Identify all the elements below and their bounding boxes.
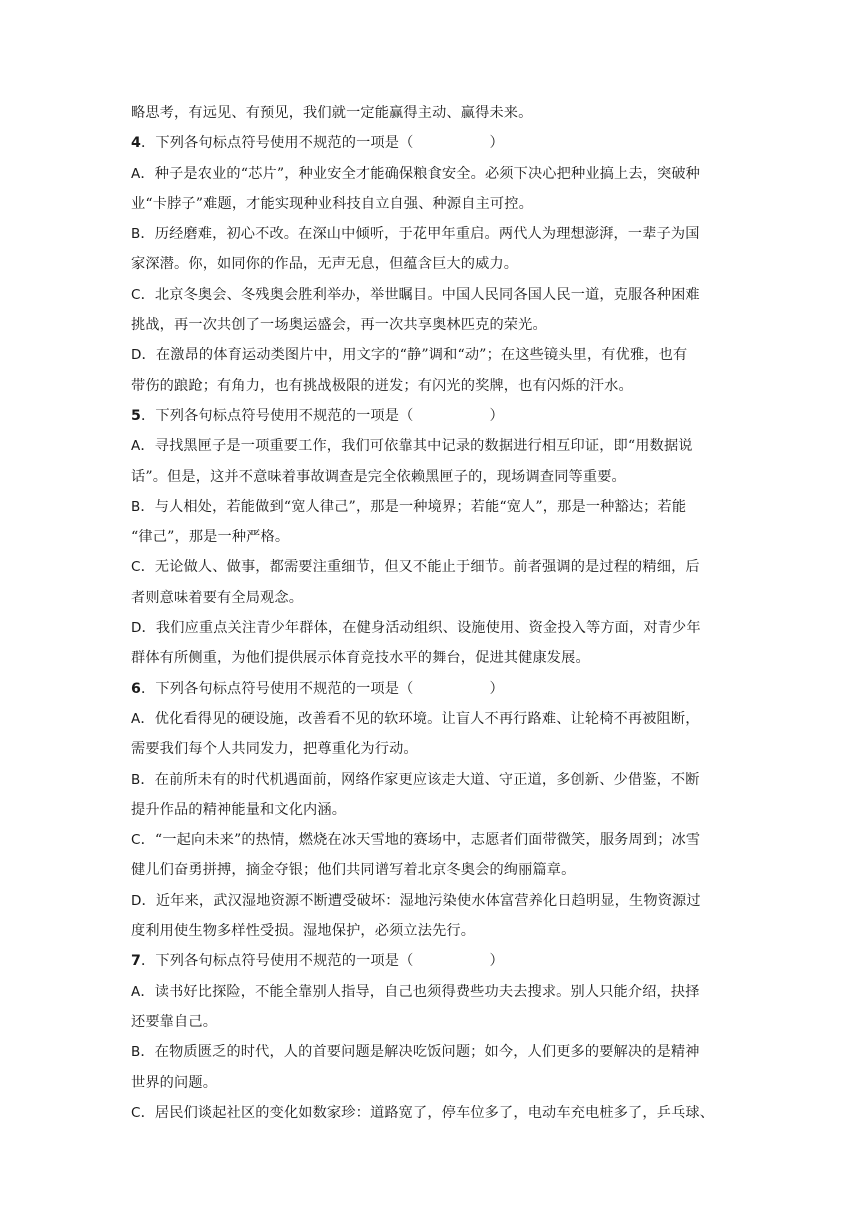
option-text: 带伤的踉跄；有角力，也有挑战极限的迸发；有闪光的奖牌，也有闪烁的汗水。	[131, 377, 633, 394]
question-close-paren: ）	[489, 135, 504, 152]
question-text: ．下列各句标点符号使用不规范的一项是（	[141, 135, 414, 152]
option-text: ．寻找黑匣子是一项重要工作，我们可依靠其中记录的数据进行相互印证，即“用数据说	[140, 438, 693, 455]
option-text: 提升作品的精神能量和文化内涵。	[131, 801, 347, 818]
intro-continuation: 略思考，有远见、有预见，我们就一定能赢得主动、赢得未来。	[131, 105, 533, 121]
option-letter: A	[131, 438, 141, 455]
question-number: 4	[131, 135, 142, 152]
option-text: 需要我们每个人共同发力，把尊重化为行动。	[131, 741, 418, 758]
option-d	[131, 613, 731, 643]
option-letter: D	[131, 347, 142, 364]
question-stem	[131, 946, 731, 976]
option-b	[131, 219, 731, 249]
option-c	[131, 825, 731, 855]
question-number: 7	[131, 953, 142, 970]
option-text: ．与人相处，若能做到“宽人律己”，那是一种境界；若能“宽人”，那是一种豁达；若能	[140, 498, 687, 515]
question-close-paren: ）	[489, 680, 504, 697]
option-letter: A	[131, 710, 141, 727]
question-number: 6	[131, 680, 142, 697]
option-text: 者则意味着要有全局观念。	[131, 589, 304, 606]
option-a	[131, 977, 731, 1007]
question-stem	[131, 128, 731, 158]
option-text: 群体有所侧重，为他们提供展示体育竞技水平的舞台，促进其健康发展。	[131, 650, 590, 667]
option-text: ．种子是农业的“芯片”，种业安全才能确保粮食安全。必须下决心把种业搞上去，突破种	[140, 165, 701, 182]
option-letter: C	[131, 1104, 141, 1121]
question-text: ．下列各句标点符号使用不规范的一项是（	[141, 680, 414, 697]
exam-page	[131, 98, 731, 1128]
option-d	[131, 886, 731, 916]
option-b	[131, 492, 731, 522]
option-letter: D	[131, 892, 142, 909]
option-text: ．居民们谈起社区的变化如数家珍：道路宽了，停车位多了，电动车充电桩多了，乒乓球、	[140, 1104, 715, 1121]
option-a-continued	[131, 734, 731, 764]
option-text: 还要靠自己。	[131, 1013, 218, 1030]
option-text: 健儿们奋勇拼搏，摘金夺银；他们共同谱写着北京冬奥会的绚丽篇章。	[131, 862, 576, 879]
question-close-paren: ）	[489, 953, 504, 970]
option-d-continued	[131, 371, 731, 401]
option-letter: B	[131, 226, 141, 243]
option-a-continued	[131, 189, 731, 219]
option-b-continued	[131, 522, 731, 552]
question-number: 5	[131, 407, 142, 424]
question-stem	[131, 401, 731, 431]
option-b	[131, 1037, 731, 1067]
option-d-continued	[131, 916, 731, 946]
option-text: ．读书好比探险，不能全靠别人指导，自己也须得费些功夫去搜求。别人只能介绍，抉择	[140, 983, 700, 1000]
option-d-continued	[131, 643, 731, 673]
question-5	[131, 401, 731, 674]
option-text: ．在激昂的体育运动类图片中，用文字的“静”调和“动”；在这些镜头里，有优雅，也有	[141, 347, 688, 364]
option-text: ．北京冬奥会、冬残奥会胜利举办，举世瞩目。中国人民同各国人民一道，克服各种困难	[140, 286, 700, 303]
option-text: ．在物质匮乏的时代，人的首要问题是解决吃饭问题；如今，人们更多的要解决的是精神	[140, 1044, 700, 1061]
option-letter: B	[131, 498, 141, 515]
option-text: 业“卡脖子”难题，才能实现种业科技自立自强、种源自主可控。	[131, 195, 533, 212]
question-list	[131, 128, 731, 1128]
option-c-continued	[131, 855, 731, 885]
option-c	[131, 1098, 731, 1128]
option-text: 话”。但是，这并不意味着事故调查是完全依赖黑匣子的，现场调查同等重要。	[131, 468, 626, 485]
option-a-continued	[131, 1007, 731, 1037]
option-b	[131, 765, 731, 795]
option-letter: B	[131, 771, 141, 788]
option-text: ．优化看得见的硬设施，改善看不见的软环境。让盲人不再行路难、让轮椅不再被阻断，	[140, 710, 700, 727]
option-b-continued	[131, 1068, 731, 1098]
option-text: ．我们应重点关注青少年群体，在健身活动组织、设施使用、资金投入等方面，对青少年	[141, 620, 701, 637]
option-c	[131, 552, 731, 582]
option-a	[131, 704, 731, 734]
option-c-continued	[131, 583, 731, 613]
option-text: 挑战，再一次共创了一场奥运盛会，再一次共享奥林匹克的荣光。	[131, 317, 547, 334]
question-stem	[131, 674, 731, 704]
question-text: ．下列各句标点符号使用不规范的一项是（	[141, 953, 414, 970]
option-text: ．在前所未有的时代机遇面前，网络作家更应该走大道、守正道，多创新、少借鉴，不断	[140, 771, 700, 788]
question-4	[131, 128, 731, 401]
option-b-continued	[131, 249, 731, 279]
option-text: ．历经磨难，初心不改。在深山中倾听，于花甲年重启。两代人为理想澎湃，一辈子为国	[140, 226, 700, 243]
option-a	[131, 159, 731, 189]
question-7	[131, 946, 731, 1128]
option-letter: C	[131, 286, 141, 303]
option-text: 家深潜。你，如同你的作品，无声无息，但蕴含巨大的威力。	[131, 256, 519, 273]
question-close-paren: ）	[489, 407, 504, 424]
option-text: “律己”，那是一种严格。	[131, 529, 290, 546]
question-6	[131, 674, 731, 947]
option-letter: B	[131, 1044, 141, 1061]
option-a-continued	[131, 462, 731, 492]
option-letter: D	[131, 620, 142, 637]
option-c-continued	[131, 310, 731, 340]
option-d	[131, 340, 731, 370]
question-text: ．下列各句标点符号使用不规范的一项是（	[141, 407, 414, 424]
option-a	[131, 431, 731, 461]
option-text: ．无论做人、做事，都需要注重细节，但又不能止于细节。前者强调的是过程的精细，后	[140, 559, 700, 576]
option-letter: A	[131, 983, 141, 1000]
option-letter: C	[131, 832, 141, 849]
option-text: ．“一起向未来”的热情，燃烧在冰天雪地的赛场中，志愿者们面带微笑，服务周到；冰雪	[140, 832, 701, 849]
option-letter: A	[131, 165, 141, 182]
option-text: ．近年来，武汉湿地资源不断遭受破坏：湿地污染使水体富营养化日趋明显，生物资源过	[141, 892, 701, 909]
option-b-continued	[131, 795, 731, 825]
option-letter: C	[131, 559, 141, 576]
option-c	[131, 280, 731, 310]
option-text: 世界的问题。	[131, 1074, 218, 1091]
option-text: 度利用使生物多样性受损。湿地保护，必须立法先行。	[131, 923, 476, 940]
